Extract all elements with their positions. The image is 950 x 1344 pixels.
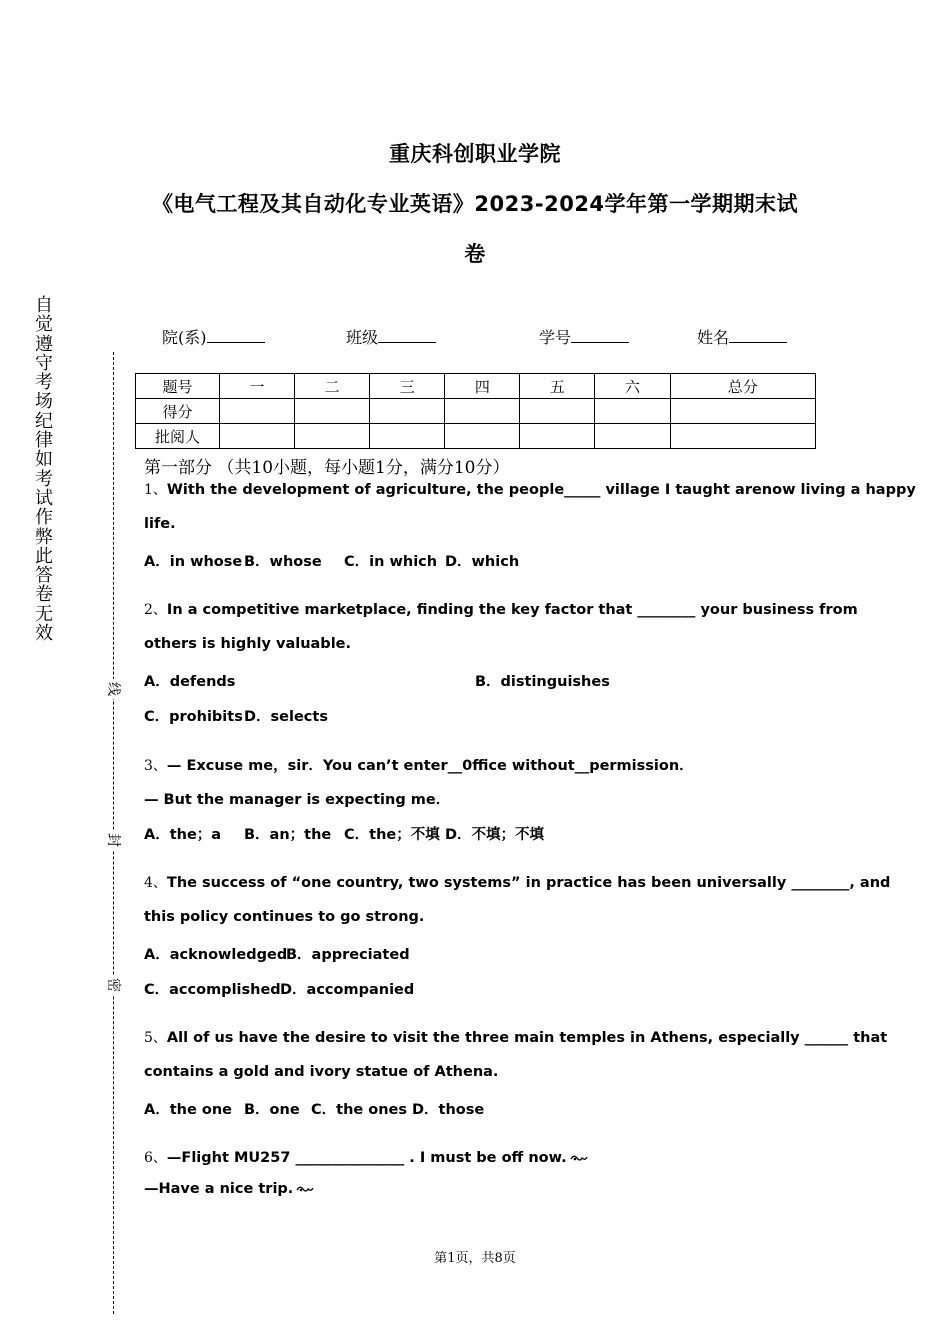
question-text: —Flight MU257 _______________ . I must be off now. <box>166 1150 567 1166</box>
squiggle-icon <box>570 1153 588 1163</box>
score-cell[interactable] <box>670 424 815 449</box>
squiggle-icon <box>296 1184 314 1194</box>
question-1-line1 <box>144 479 916 499</box>
score-cell[interactable] <box>370 399 445 424</box>
question-3-option-a[interactable]: A．the；a <box>144 827 222 843</box>
seal-mark-line: 线 <box>104 679 124 699</box>
score-cell[interactable] <box>445 399 520 424</box>
student-id-field[interactable] <box>539 325 629 348</box>
question-text: With the development of agriculture, the people_____ village I taught arenow living a happy <box>166 482 916 498</box>
question-number: 6、 <box>144 1150 167 1166</box>
question-2-line2: others is highly valuable. <box>144 636 352 652</box>
score-cell[interactable] <box>445 424 520 449</box>
school-title: 重庆科创职业学院 <box>389 142 561 166</box>
question-5-option-b[interactable]: B．one <box>244 1102 300 1118</box>
score-cell[interactable] <box>220 424 295 449</box>
score-header-cell: 一 <box>220 374 295 399</box>
exam-title-line1: 《电气工程及其自动化专业英语》2023-2024学年第一学期期末试 <box>151 192 799 216</box>
exam-title-line2: 卷 <box>464 242 486 266</box>
question-6-line2 <box>144 1181 314 1197</box>
class-blank[interactable] <box>378 328 436 343</box>
question-5-line1 <box>144 1027 887 1047</box>
question-1-line2: life. <box>144 516 176 532</box>
question-1-option-a[interactable]: A．in whose <box>144 554 243 570</box>
score-header-cell: 二 <box>295 374 370 399</box>
score-cell[interactable] <box>295 399 370 424</box>
question-number: 4、 <box>144 875 167 891</box>
score-cell[interactable] <box>520 424 595 449</box>
question-number: 3、 <box>144 758 167 774</box>
score-cell[interactable] <box>370 424 445 449</box>
question-text: — Excuse me，sir．You can’t enter__0ffice without__permission． <box>166 758 694 774</box>
question-2-line1 <box>144 599 858 619</box>
question-1-option-c[interactable]: C．in which <box>344 554 438 570</box>
question-text: In a competitive marketplace, finding the key factor that ________ your business from <box>166 602 858 618</box>
college-blank[interactable] <box>207 328 265 343</box>
question-3-option-c[interactable]: C．the；不填 <box>344 827 440 843</box>
question-5-option-c[interactable]: C．the ones <box>311 1102 408 1118</box>
question-5-option-d[interactable]: D．those <box>412 1102 485 1118</box>
score-cell[interactable] <box>295 424 370 449</box>
score-table-row <box>136 399 816 424</box>
question-4-line2: this policy continues to go strong. <box>144 909 425 925</box>
question-2-option-d[interactable]: D．selects <box>244 709 328 725</box>
score-row-label: 得分 <box>136 399 220 424</box>
question-4-line1 <box>144 872 890 892</box>
section-title: 第一部分 （共10小题，每小题1分，满分10分） <box>144 458 510 478</box>
question-text: The success of “one country, two systems” in practice has been universally ________, and <box>166 875 891 891</box>
class-label: 班级 <box>346 328 379 347</box>
seal-mark-secret: 密 <box>104 975 124 995</box>
question-4-option-a[interactable]: A．acknowledged <box>144 947 288 963</box>
question-4-option-b[interactable]: B．appreciated <box>286 947 410 963</box>
score-header-cell: 题号 <box>136 374 220 399</box>
score-header-cell: 三 <box>370 374 445 399</box>
question-3-line2: — But the manager is expecting me． <box>144 792 451 808</box>
question-3-option-d[interactable]: D．不填；不填 <box>445 827 545 843</box>
question-2-option-c[interactable]: C．prohibits <box>144 709 243 725</box>
question-3-line1 <box>144 754 694 775</box>
question-number: 1、 <box>144 482 167 498</box>
question-text: —Have a nice trip. <box>144 1181 294 1197</box>
question-2-option-a[interactable]: A．defends <box>144 674 236 690</box>
name-blank[interactable] <box>729 328 787 343</box>
question-6-line1 <box>144 1147 588 1167</box>
score-row-label: 批阅人 <box>136 424 220 449</box>
question-number: 5、 <box>144 1030 167 1046</box>
question-text: All of us have the desire to visit the three main temples in Athens, especially ______ that <box>166 1030 888 1046</box>
question-4-option-d[interactable]: D．accompanied <box>280 982 415 998</box>
score-header-cell: 六 <box>595 374 670 399</box>
college-label: 院(系) <box>162 328 207 347</box>
student-id-label: 学号 <box>539 328 572 347</box>
score-header-cell: 五 <box>520 374 595 399</box>
score-cell[interactable] <box>520 399 595 424</box>
student-id-blank[interactable] <box>571 328 629 343</box>
seal-mark-seal: 封 <box>104 830 124 850</box>
question-1-option-d[interactable]: D．which <box>445 554 520 570</box>
page-footer: 第1页，共8页 <box>434 1251 516 1266</box>
score-cell[interactable] <box>595 399 670 424</box>
question-2-option-b[interactable]: B．distinguishes <box>475 674 610 690</box>
score-table <box>135 373 816 449</box>
college-field[interactable] <box>162 325 265 348</box>
score-cell[interactable] <box>595 424 670 449</box>
question-4-option-c[interactable]: C．accomplished <box>144 982 281 998</box>
score-table-row <box>136 424 816 449</box>
score-header-cell: 总分 <box>670 374 815 399</box>
question-5-option-a[interactable]: A．the one <box>144 1102 232 1118</box>
class-field[interactable] <box>346 325 436 348</box>
question-3-option-b[interactable]: B．an；the <box>244 827 332 843</box>
score-header-cell: 四 <box>445 374 520 399</box>
question-5-line2: contains a gold and ivory statue of Athena. <box>144 1064 499 1080</box>
exam-discipline-notice: 自觉遵守考场纪律如考试作弊此答卷无效 <box>35 295 53 645</box>
score-cell[interactable] <box>220 399 295 424</box>
score-cell[interactable] <box>670 399 815 424</box>
question-1-option-b[interactable]: B．whose <box>244 554 322 570</box>
score-table-header-row <box>136 374 816 399</box>
question-number: 2、 <box>144 602 167 618</box>
name-label: 姓名 <box>697 328 730 347</box>
name-field[interactable] <box>697 325 787 348</box>
